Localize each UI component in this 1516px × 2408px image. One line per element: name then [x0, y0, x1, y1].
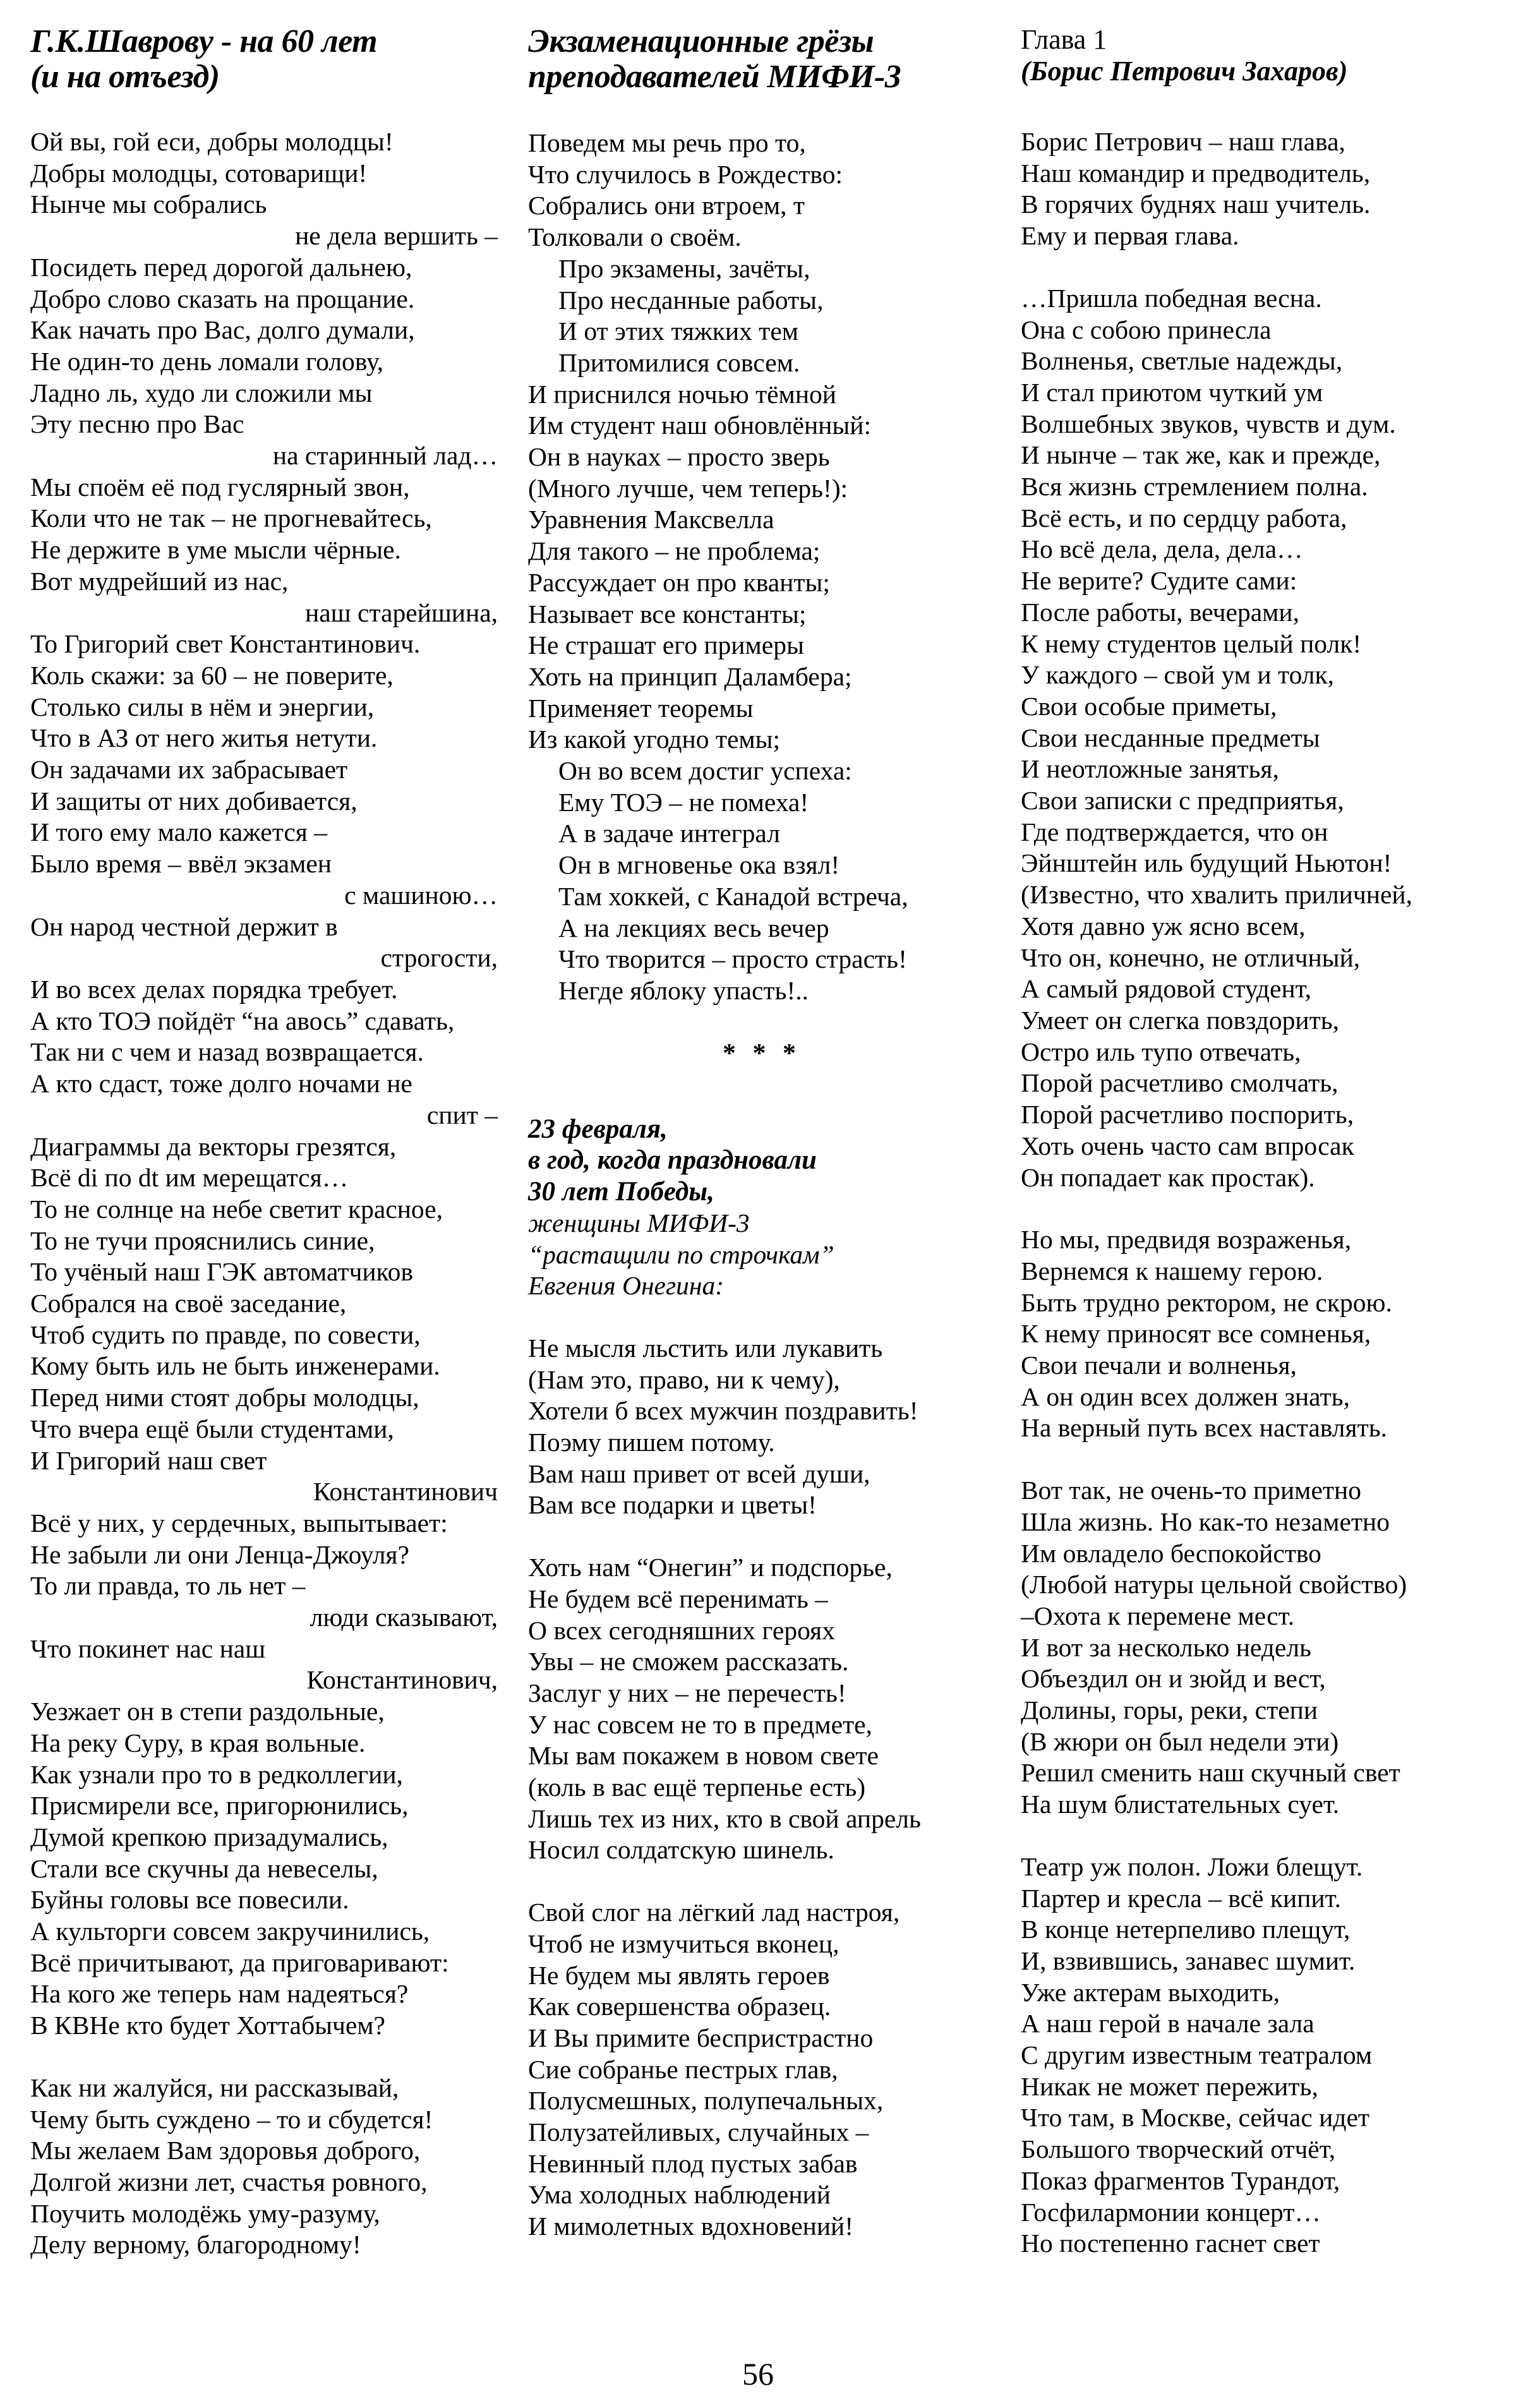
verse-line: А кто ТОЭ пойдёт “на авось” сдавать,	[30, 1006, 455, 1035]
verse-line: Партер и кресла – всё кипит.	[1021, 1883, 1342, 1913]
verse-line: И от этих тяжких тем	[558, 316, 799, 346]
verse-line: Хоть очень часто сам впросак	[1021, 1131, 1354, 1160]
verse-line: Из какой угодно темы;	[528, 725, 781, 754]
verse-line: Он попадает как простак).	[1021, 1162, 1315, 1192]
stanza	[528, 1333, 996, 1521]
stanza	[1021, 283, 1488, 1193]
dedication-bold-line: в год, когда праздновали	[528, 1145, 817, 1176]
verse-line: Вернемся к нашему герою.	[1021, 1256, 1323, 1285]
verse-line: И во всех делах порядка требует.	[30, 974, 398, 1004]
verse-line: Негде яблоку упасть!..	[558, 975, 809, 1005]
stanza	[30, 2073, 498, 2261]
verse-line: Увы – не сможем рассказать.	[528, 1647, 849, 1677]
verse-line: Что в АЗ от него житья нетути.	[30, 723, 378, 753]
verse-line: Он в мгновенье ока взял!	[558, 850, 840, 880]
verse-line: Как узнали про то в редколлегии,	[30, 1759, 403, 1789]
verse-line: Поэму пишем потому.	[528, 1428, 775, 1457]
verse-line: И вот за несколько недель	[1021, 1632, 1311, 1662]
verse-line: Буйны головы все повесили.	[30, 1885, 349, 1915]
dedication-italic-line: “растащили по строчкам”	[528, 1239, 834, 1269]
dedication-bold-line: 23 февраля,	[528, 1114, 668, 1144]
verse-line: …Пришла победная весна.	[1021, 283, 1322, 313]
verse-line: Он в науках – просто зверь	[528, 442, 830, 472]
verse-line: Называет все константы;	[528, 599, 807, 629]
stanza	[1021, 1224, 1488, 1444]
verse-line: Рассуждает он про кванты;	[528, 567, 830, 597]
verse-line: То не солнце на небе светит красное,	[30, 1194, 443, 1224]
verse-line: Он задачами их забрасывает	[30, 755, 348, 785]
verse-line: Мы желаем Вам здоровья доброго,	[30, 2136, 421, 2165]
stanza	[528, 128, 996, 1007]
verse-line: В горячих буднях наш учитель.	[1021, 190, 1371, 219]
verse-line: Полусмешных, полупечальных,	[528, 2086, 884, 2116]
verse-line: Всё причитывают, да приговаривают:	[30, 1947, 449, 1977]
verse-line: с машиною…	[344, 880, 498, 910]
verse-line: Думой крепкою призадумались,	[30, 1822, 388, 1851]
verse-line: Про несданные работы,	[558, 285, 824, 315]
verse-line: У каждого – свой ум и толк,	[1021, 660, 1335, 690]
poem-title-exam-dreams: Экзаменационные грёзы преподавателей МИФИ-3	[528, 23, 901, 95]
verse-line: На верный путь всех наставлять.	[1021, 1413, 1388, 1443]
verse-line: Эйнштейн иль будущий Ньютон!	[1021, 848, 1392, 878]
verse-line: И защиты от них добивается,	[30, 786, 358, 816]
verse-line: Свой слог на лёгкий лад настроя,	[528, 1898, 900, 1927]
verse-line: Хоть нам “Онегин” и подспорье,	[528, 1553, 893, 1582]
verse-line: Применяет теоремы	[528, 693, 754, 723]
verse-line: Долины, горы, реки, степи	[1021, 1695, 1318, 1725]
verse-line: Так ни с чем и назад возвращается.	[30, 1037, 424, 1067]
verse-line: И стал приютом чуткий ум	[1021, 377, 1323, 407]
verse-line: Показ фрагментов Турандот,	[1021, 2165, 1340, 2195]
verse-line: Поучить молодёжь уму-разуму,	[30, 2198, 380, 2228]
verse-line: Не держите в уме мысли чёрные.	[30, 535, 401, 565]
verse-line: Что покинет нас наш	[30, 1634, 266, 1663]
verse-line: (Много лучше, чем теперь!):	[528, 473, 848, 503]
verse-line: (Нам это, право, ни к чему),	[528, 1364, 840, 1394]
verse-line: Уезжает он в степи раздольные,	[30, 1697, 385, 1726]
verse-line: Стали все скучны да невеселы,	[30, 1853, 378, 1883]
verse-line: Как совершенства образец.	[528, 1992, 831, 2021]
poem-body-onegin	[528, 1333, 996, 2242]
dedication-italic-line: женщины МИФИ-3	[528, 1208, 750, 1237]
verse-line: Как ни жалуйся, ни рассказывай,	[30, 2073, 399, 2102]
verse-line: Порой расчетливо поспорить,	[1021, 1100, 1354, 1129]
verse-line: Всё di по dt им мерещатся…	[30, 1163, 349, 1193]
verse-line: Ему и первая глава.	[1021, 221, 1239, 251]
verse-line: Свои записки с предприятья,	[1021, 786, 1344, 816]
verse-line: То Григорий свет Константинович.	[30, 629, 421, 659]
verse-line: Уже актерам выходить,	[1021, 1977, 1280, 2007]
dedication-block	[528, 1114, 996, 1302]
verse-line: Мы споём её под гуслярный звон,	[30, 472, 410, 502]
verse-line: Вся жизнь стремлением полна.	[1021, 472, 1368, 502]
verse-line: Им студент наш обновлённый:	[528, 411, 872, 440]
chapter-heading: Глава 1	[1021, 24, 1107, 55]
verse-line: Добры молодцы, сотоварищи!	[30, 158, 368, 188]
verse-line: А наш герой в начале зала	[1021, 2009, 1314, 2038]
verse-line: А культорги совсем закручинились,	[30, 1917, 430, 1946]
verse-line: Носил солдатскую шинель.	[528, 1835, 834, 1865]
verse-line: Перед ними стоят добры молодцы,	[30, 1383, 419, 1412]
verse-line: Вот так, не очень-то приметно	[1021, 1476, 1361, 1505]
verse-line: А он один всех должен знать,	[1021, 1382, 1350, 1411]
verse-line: В КВНе кто будет Хоттабычем?	[30, 2011, 385, 2040]
column-left	[30, 24, 498, 2292]
verse-line: И неотложные занятья,	[1021, 754, 1279, 784]
verse-line: А в задаче интеграл	[558, 819, 780, 848]
verse-line: А кто сдаст, тоже долго ночами не	[30, 1069, 412, 1099]
verse-line: С другим известным театралом	[1021, 2040, 1373, 2070]
verse-line: Порой расчетливо смолчать,	[1021, 1068, 1339, 1098]
verse-line: Долгой жизни лет, счастья ровного,	[30, 2167, 428, 2196]
verse-line: Было время – ввёл экзамен	[30, 849, 332, 879]
verse-line: Но мы, предвидя возраженья,	[1021, 1225, 1352, 1255]
verse-line: Борис Петрович – наш глава,	[1021, 127, 1345, 156]
poem-body-chapter-1	[1021, 126, 1488, 2260]
verse-line: К нему студентов целый полк!	[1021, 629, 1362, 658]
verse-line: Заслуг у них – не перечесть!	[528, 1678, 846, 1707]
verse-line: Остро иль тупо отвечать,	[1021, 1037, 1301, 1066]
verse-line: Сие собранье пестрых глав,	[528, 2054, 838, 2084]
verse-line: Но всё дела, дела, дела…	[1021, 534, 1303, 564]
verse-line: Собрался на своё заседание,	[30, 1289, 347, 1318]
verse-line: (Известно, что хвалить приличней,	[1021, 880, 1412, 910]
verse-line: (В жюри он был недели эти)	[1021, 1726, 1339, 1756]
verse-line: Не забыли ли они Ленца-Джоуля?	[30, 1539, 409, 1569]
verse-line: Не один-то день ломали голову,	[30, 346, 383, 376]
verse-line: Добро слово сказать на прощание.	[30, 284, 415, 313]
verse-line: Но постепенно гаснет свет	[1021, 2229, 1320, 2258]
verse-line: Чтоб не измучиться вконец,	[528, 1929, 839, 1958]
verse-line: На шум блистательных сует.	[1021, 1790, 1340, 1819]
verse-line: Ладно ль, худо ли сложили мы	[30, 378, 373, 407]
verse-line: Вот мудрейший из нас,	[30, 566, 289, 596]
verse-line: Ой вы, гой еси, добры молодцы!	[30, 127, 394, 156]
verse-line: (коль в вас ещё терпенье есть)	[528, 1773, 866, 1802]
verse-line: На кого же теперь нам надеяться?	[30, 1979, 409, 2009]
dedication-italic-line: Евгения Онегина:	[528, 1271, 725, 1301]
verse-line: Она с собою принесла	[1021, 315, 1272, 344]
verse-line: Собрались они втроем, т	[528, 191, 805, 220]
verse-line: То не тучи прояснились синие,	[30, 1225, 375, 1255]
verse-line: Коль скажи: за 60 – не поверите,	[30, 660, 394, 690]
verse-line: Константинович,	[306, 1665, 498, 1695]
verse-line: Что он, конечно, не отличный,	[1021, 942, 1361, 972]
verse-line: Не страшат его примеры	[528, 630, 804, 660]
verse-line: И Григорий наш свет	[30, 1445, 267, 1475]
verse-line: Нынче мы собрались	[30, 190, 267, 219]
verse-line: О всех сегодняшних героях	[528, 1615, 835, 1645]
verse-line: строгости,	[380, 943, 498, 973]
dedication-bold-line: 30 лет Победы,	[528, 1177, 714, 1207]
verse-line: люди сказывают,	[310, 1603, 498, 1632]
verse-line: Он народ честной держит в	[30, 912, 338, 941]
verse-line: И приснился ночью тёмной	[528, 379, 836, 409]
verse-line: Никак не может пережить,	[1021, 2071, 1318, 2101]
verse-line: спит –	[426, 1100, 498, 1129]
verse-line: Объездил он и зюйд и вест,	[1021, 1664, 1326, 1694]
verse-line: Посидеть перед дорогой дальнею,	[30, 252, 412, 282]
verse-line: Решил сменить наш скучный свет	[1021, 1758, 1400, 1788]
verse-line: Притомилися совсем.	[558, 347, 800, 377]
verse-line: наш старейшина,	[305, 598, 498, 627]
column-middle	[528, 24, 996, 2273]
verse-line: Им овладело беспокойство	[1021, 1538, 1321, 1568]
verse-line: Столько силы в нём и энергии,	[30, 692, 375, 721]
verse-line: Что случилось в Рождество:	[528, 159, 843, 189]
stanza	[1021, 1851, 1488, 2260]
verse-line: (Любой натуры цельной свойство)	[1021, 1570, 1407, 1599]
verse-line: Волшебных звуков, чувств и дум.	[1021, 409, 1396, 438]
verse-line: Кому быть иль не быть инженерами.	[30, 1351, 440, 1381]
verse-line: Не мысля льстить или лукавить	[528, 1333, 883, 1363]
verse-line: И нынче – так же, как и прежде,	[1021, 440, 1381, 470]
verse-line: Всё у них, у сердечных, выпытывает:	[30, 1508, 448, 1538]
verse-line: Свои особые приметы,	[1021, 691, 1277, 721]
verse-line: Большого творческий отчёт,	[1021, 2134, 1336, 2164]
verse-line: У нас совсем не то в предмете,	[528, 1709, 872, 1739]
page-number: 56	[742, 2356, 774, 2392]
verse-line: В конце нетерпеливо плещут,	[1021, 1915, 1351, 1944]
verse-line: Толковали о своём.	[528, 222, 742, 252]
verse-line: Театр уж полон. Ложи блещут.	[1021, 1851, 1363, 1881]
verse-line: Диаграммы да векторы грезятся,	[30, 1131, 397, 1161]
verse-line: И, взвившись, занавес шумит.	[1021, 1946, 1356, 1975]
verse-line: То ли правда, то ль нет –	[30, 1571, 306, 1601]
verse-line: на старинный лад…	[272, 441, 498, 471]
verse-line: Свои печали и волненья,	[1021, 1351, 1297, 1380]
verse-line: Не будем мы являть героев	[528, 1960, 830, 1990]
verse-line: Волненья, светлые надежды,	[1021, 346, 1343, 376]
verse-line: Мы вам покажем в новом свете	[528, 1741, 879, 1771]
verse-line: Там хоккей, с Канадой встреча,	[558, 881, 908, 911]
verse-line: Шла жизнь. Но как-то незаметно	[1021, 1507, 1390, 1536]
verse-line: Ему ТОЭ – не помеха!	[558, 787, 809, 817]
verse-line: И того ему мало кажется –	[30, 817, 327, 847]
verse-line: Что вчера ещё были студентами,	[30, 1414, 394, 1443]
stanza	[1021, 126, 1488, 252]
verse-line: Не будем всё перенимать –	[528, 1584, 828, 1613]
verse-line: не дела вершить –	[295, 221, 498, 251]
poem-body-exam-dreams	[528, 128, 996, 1007]
verse-line: Всё есть, и по сердцу работа,	[1021, 503, 1347, 533]
verse-line: Для такого – не проблема;	[528, 536, 821, 566]
verse-line: Присмирели все, пригорюнились,	[30, 1791, 409, 1821]
stanza	[528, 1552, 996, 1866]
verse-line: Умеет он слегка повздорить,	[1021, 1005, 1340, 1035]
verse-line: Эту песню про Вас	[30, 409, 244, 439]
verse-line: Не верите? Судите сами:	[1021, 566, 1297, 596]
verse-line: А на лекциях весь вечер	[558, 913, 829, 942]
verse-line: Быть трудно ректором, не скрою.	[1021, 1287, 1392, 1317]
verse-line: Хотя давно уж ясно всем,	[1021, 911, 1306, 941]
verse-line: Госфилармонии концерт…	[1021, 2197, 1321, 2227]
verse-line: Как начать про Вас, долго думали,	[30, 315, 415, 345]
verse-line: На реку Суру, в края вольные.	[30, 1728, 366, 1757]
section-separator: * * *	[723, 1038, 801, 1068]
stanza	[528, 1897, 996, 2242]
verse-line: Ума холодных наблюдений	[528, 2180, 831, 2210]
verse-line: Свои несданные предметы	[1021, 723, 1320, 752]
verse-line: А самый рядовой студент,	[1021, 974, 1312, 1004]
verse-line: Чтоб судить по правде, по совести,	[30, 1320, 421, 1349]
verse-line: Лишь тех из них, кто в свой апрель	[528, 1803, 921, 1833]
verse-line: После работы, вечерами,	[1021, 597, 1299, 627]
stanza	[1021, 1475, 1488, 1821]
verse-line: Коли что не так – не прогневайтесь,	[30, 503, 432, 533]
verse-line: Делу верному, благородному!	[30, 2230, 361, 2260]
verse-line: И Вы примите беспристрастно	[528, 2023, 874, 2052]
stanza	[30, 126, 498, 2042]
verse-line: Что там, в Москве, сейчас идет	[1021, 2103, 1370, 2133]
verse-line: Поведем мы речь про то,	[528, 128, 806, 157]
verse-line: Он во всем достиг успеха:	[558, 756, 852, 786]
verse-line: Хотели б всех мужчин поздравить!	[528, 1396, 918, 1426]
verse-line: Уравнения Максвелла	[528, 505, 774, 534]
verse-line: Где подтверждается, что он	[1021, 817, 1328, 846]
verse-line: Вам все подарки и цветы!	[528, 1490, 817, 1520]
poem-body-shavrov	[30, 126, 498, 2261]
verse-line: Хоть на принцип Даламбера;	[528, 661, 852, 691]
chapter-subtitle: (Борис Петрович Захаров)	[1021, 56, 1348, 87]
verse-line: К нему приносят все сомненья,	[1021, 1319, 1371, 1349]
verse-line: Вам наш привет от всей души,	[528, 1459, 870, 1488]
verse-line: Чему быть суждено – то и сбудется!	[30, 2104, 433, 2134]
verse-line: –Охота к перемене мест.	[1021, 1601, 1295, 1630]
column-right	[1021, 24, 1488, 2291]
verse-line: Константинович	[313, 1477, 498, 1507]
verse-line: Про экзамены, зачёты,	[558, 253, 810, 283]
verse-line: Невинный плод пустых забав	[528, 2148, 858, 2178]
verse-line: И мимолетных вдохновений!	[528, 2212, 854, 2241]
verse-line: Полузатейливых, случайных –	[528, 2117, 869, 2147]
verse-line: Что творится – просто страсть!	[558, 944, 907, 974]
poem-title-shavrov: Г.К.Шаврову - на 60 лет (и на отъезд)	[30, 23, 378, 95]
verse-line: То учёный наш ГЭК автоматчиков	[30, 1257, 413, 1287]
verse-line: Наш командир и предводитель,	[1021, 158, 1371, 188]
